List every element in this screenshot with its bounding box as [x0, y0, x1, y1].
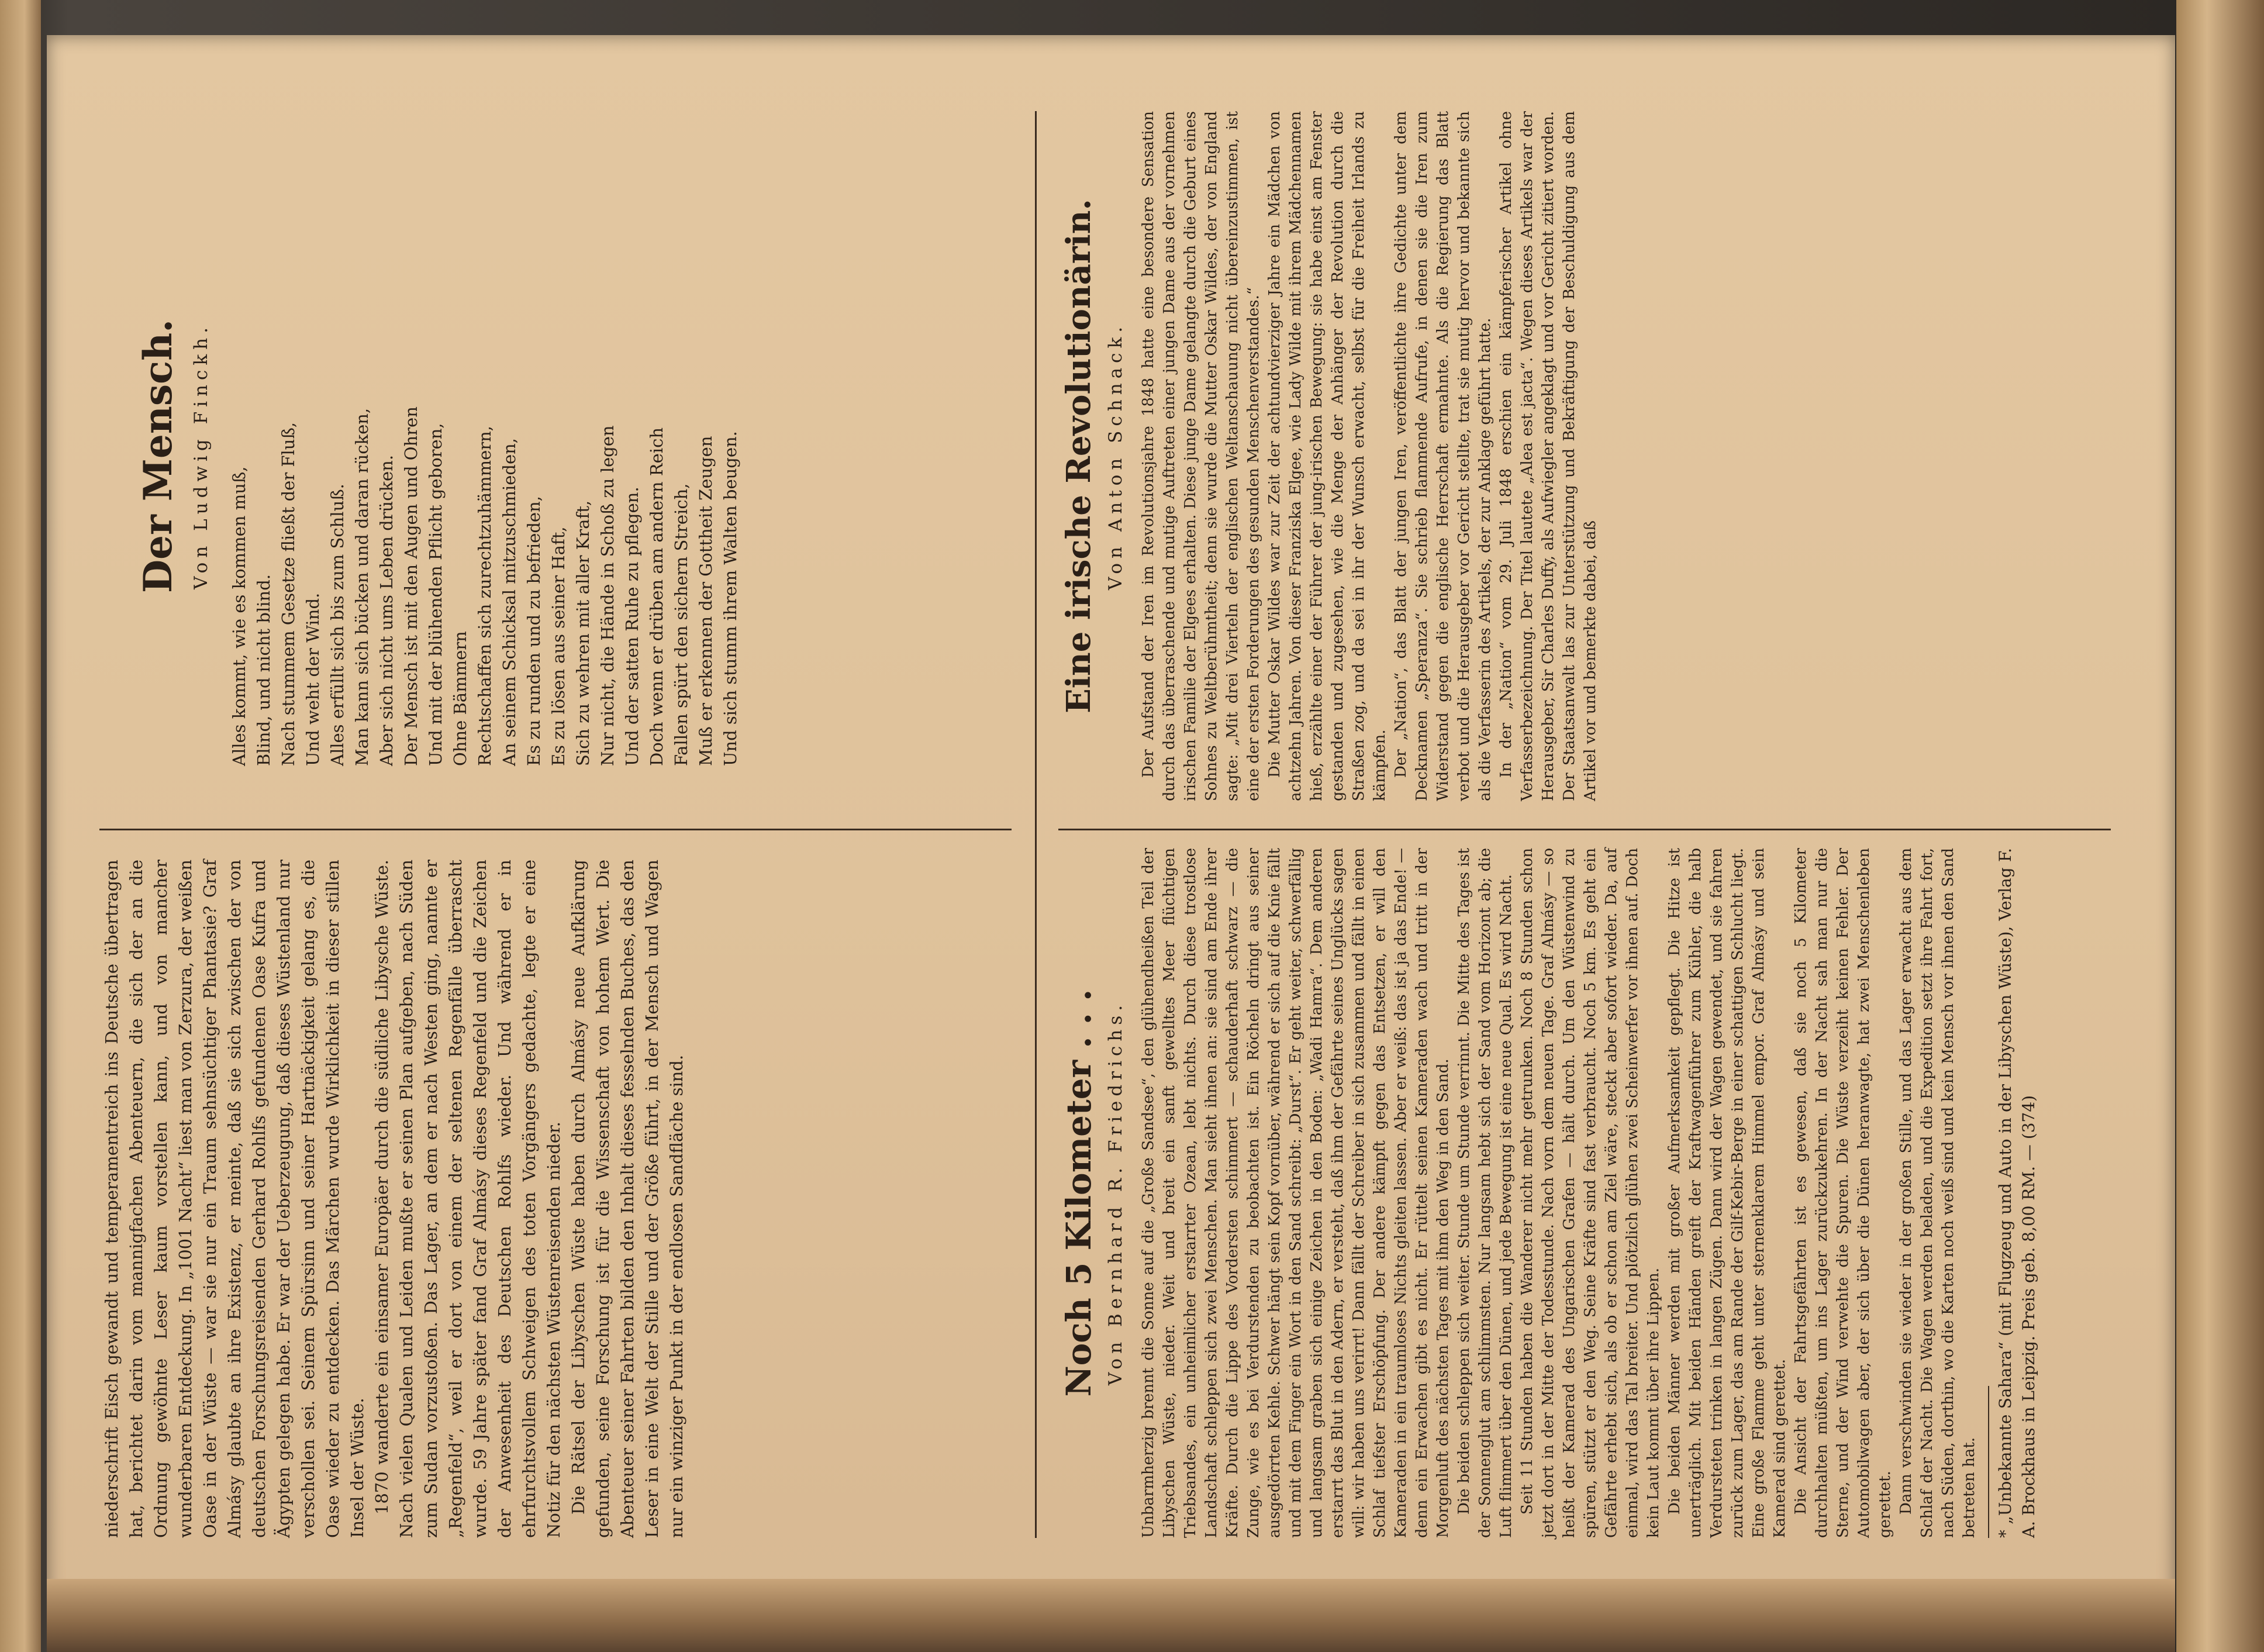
- story-paragraph-4: Die beiden Männer werden mit großer Aufmerksamkeit gepflegt. Die Hitze ist unerträglich. Mit beiden Händen greift der Kraftwagenführer zum Kühler, die halb Verdursteten trinken in langen Zügen. Dann wird der Wagen gewendet, und sie fahren zurück zum Lager, das am Rande der Gilf-Kebir-Berge in einer schattigen Schlucht liegt. Eine große Flamme geht unter sternenklarem Himmel empor. Graf Almásy und sein Kamerad sind gerettet.: [1666, 848, 1789, 1538]
- story-paragraph-1: Unbarmherzig brennt die Sonne auf die „Große Sandsee“, den glühendheißen Teil der Libyschen Wüste, nieder. Weit und breit ein sanft gewelltes Meer flüchtigen Triebsandes, ein unheimlicher erstarrter Ozean, lebt nichts. Durch diese trostlose Landschaft schleppen sich zwei Menschen. Man sieht ihnen an: sie sind am Ende ihrer Kräfte. Durch die Lippe des Vordersten schimmert — schauderhaft schwarz — die Zunge, wie es bei Verdurstenden zu beobachten ist. Ein Röcheln dringt aus seiner ausgedörrten Kehle. Schwer hängt sein Kopf vornüber, während er sich auf die Knie fällt und mit dem Finger ein Wort in den Sand schreibt: „Durst“. Er geht weiter, schwerfällig und langsam graben sich einige Zeichen in den Boden: „Wadi Hamra“. Dem anderen erstarrt das Blut in den Adern, er versteht, daß ihm der Gefährte seines Unglücks sagen will: wir haben uns verirrt! Dann fällt der Schreiber in sich zusammen und fällt in einen Schlaf tiefster Erschöpfung. Der andere kämpft gegen das Entsetzen, er will den Kameraden in ein traumloses Nichts gleiten lassen. Aber er weiß: das ist ja das Ende! — denn ein Erwachen gibt es nicht. Er rüttelt seinen Kameraden wach und tritt in der Morgenluft des nächsten Tages mit ihm den Weg in den Sand.: [1140, 848, 1452, 1538]
- poem-line: Aber sich nicht ums Leben drücken.: [377, 454, 396, 766]
- story-paragraph-3: Seit 11 Stunden haben die Wanderer nicht mehr getrunken. Noch 8 Stunden schon jetzt dort in der Mitte der Todesstunde. Nach vorn dem neuen Tage. Graf Almásy — so heißt der Kamerad des Ungarischen Grafen — hält durch. Um den Wüstenwind zu spüren, stützt er den Weg. Seine Kräfte sind fast verbraucht. Noch 5 km. Es geht ein Gefährte erhebt sich, als ob er schon am Ziel wäre, steckt aber sofort wieder. Da, auf einmal, wird das Tal breiter. Und plötzlich glühen zwei Scheinwerfer vor ihnen auf. Doch kein Laut kommt über ihre Lippen.: [1518, 848, 1662, 1538]
- article: [1058, 111, 1601, 801]
- article-byline: Von Anton Schnack.: [1105, 322, 1126, 591]
- poem-line: Rechtschaffen sich zurechtzuhämmern,: [475, 425, 495, 766]
- poem-lines: [227, 111, 743, 801]
- poem-line: Sich zu wehren mit aller Kraft,: [573, 500, 593, 766]
- poem-line: Fallen spürt den sichern Streich,: [671, 483, 691, 766]
- poem-line: An seinem Schicksal mitzuschmieden,: [499, 438, 519, 766]
- poem-line: Nach stummem Gesetze fließt der Fluß,: [278, 422, 298, 766]
- rotated-page-content: [47, 35, 2175, 1614]
- continued-article: [99, 860, 689, 1538]
- article-paragraph-4: In der „Nation“ vom 29. Juli 1848 erschien ein kämpferischer Artikel ohne Verfasserbezeichnung. Der Titel lautete „Alea est jacta“. Wegen dieses Artikels war der Herausgeber, Sir Charles Duffy, als Aufwiegler angeklagt und vor Gericht zitiert worden. Der Staatsanwalt las zur Unterstützung und Bekräftigung der Beschuldigung aus dem Artikel vor und bemerkte dabei, daß: [1497, 111, 1599, 801]
- poem-title: Der Mensch.: [135, 319, 181, 594]
- story: [1058, 848, 2041, 1538]
- article-title: Eine irische Revolutionärin.: [1059, 199, 1098, 713]
- article-paragraph-1: Der Aufstand der Iren im Revolutionsjahre 1848 hatte eine besondere Sensation durch das überraschende und mutige Auftreten einer jungen Dame aus der vornehmen irischen Familie der Elgees erhalten. Diese junge Dame gelangte durch die Geburt eines Sohnes zu Weltberühmtheit; denn sie wurde die Mutter Oskar Wildes, der von England sagte: „Mit drei Vierteln der englischen Weltanschauung nicht übereinzustimmen, ist eine der ersten Forderungen des gesunden Menschenverstandes.“: [1140, 111, 1262, 801]
- poem-line: Alles erfüllt sich bis zum Schluß.: [327, 484, 347, 766]
- poem-line: Und sich stumm ihrem Walten beugen.: [720, 431, 740, 766]
- poem-line: Es zu runden und zu befrieden,: [524, 496, 544, 766]
- continued-paragraph-1: niederschrift Eisch gewandt und temperamentreich ins Deutsche übertragen hat, berichtet darin vom mannigfachen Abenteuern, die sich der an die Ordnung gewöhnte Leser kaum vorstellen kann, und von mancher wunderbaren Entdeckung. In „1001 Nacht“ liest man von Zerzura, der weißen Oase in der Wüste — war sie nur ein Traum sehnsüchtiger Phantasie? Graf Almásy glaubte an ihre Existenz, er meinte, daß sie sich zwischen der von deutschen Forschungsreisenden Gerhard Rohlfs gefundenen Oase Kufra und Ägypten gelegen habe. Er war der Ueberzeugung, daß dieses Wüstenland nur verschollen sei. Seinem Spürsinn und seiner Hartnäckigkeit gelang es, die Oase wieder zu entdecken. Das Märchen wurde Wirklichkeit in dieser stillen Insel der Wüste.: [102, 860, 367, 1538]
- column-divider: [99, 829, 1012, 830]
- poem-line: Und weht der Wind.: [303, 592, 323, 766]
- poem-line: Der Mensch ist mit den Augen und Ohren: [401, 406, 421, 766]
- poem-line: Alles kommt, wie es kommen muß,: [229, 466, 249, 766]
- page-body: [99, 111, 2111, 1538]
- footnote-rule: [1988, 1386, 1989, 1538]
- newspaper-page: [47, 35, 2175, 1614]
- poem-line: Man kann sich bücken und daran rücken,: [352, 408, 372, 766]
- book-gutter: [47, 1579, 2175, 1652]
- previous-page-edge: [0, 0, 41, 1652]
- section-divider: [1035, 111, 1037, 1538]
- story-paragraph-2: Die beiden schleppen sich weiter. Stunde um Stunde verrinnt. Die Mitte des Tages ist der Sonnenglut am schlimmsten. Nur langsam hebt sich der Sand vom Horizont ab; die Luft flimmert über den Dünen, und jede Bewegung ist eine neue Qual. Es wird Nacht.: [1455, 848, 1515, 1538]
- continued-paragraph-3: Die Rätsel der Libyschen Wüste haben durch Almásy neue Aufklärung gefunden, seine Forschung ist für die Wissenschaft von hohem Wert. Die Abenteuer seiner Fahrten bilden den Inhalt dieses fesselnden Buches, das den Leser in eine Welt der Stille und der Größe führt, in der Mensch und Wagen nur ein winziger Punkt in der endlosen Sandfläche sind.: [568, 860, 686, 1538]
- story-byline: Von Bernhard R. Friedrichs.: [1105, 1000, 1126, 1386]
- article-paragraph-3: Der „Nation“, das Blatt der jungen Iren, veröffentlichte ihre Gedichte unter dem Decknamen „Speranza“. Sie schrieb flammende Aufrufe, in denen sie die Iren zum Widerstand gegen die englische Herrschaft ermahnte. Als die Regierung das Blatt verbot und die Herausgeber vor Gericht stellte, trat sie mutig hervor und bekannte sich als die Verfasserin des Artikels, der zur Anklage geführt hatte.: [1392, 111, 1494, 801]
- story-title: Noch 5 Kilometer . . .: [1059, 989, 1099, 1397]
- poem-line: Muß er erkennen der Gottheit Zeugen: [696, 436, 716, 766]
- story-footnote: * „Unbekannte Sahara“ (mit Flugzeug und Auto in der Libyschen Wüste), Verlag F. A. Brockhaus in Leipzig. Preis geb. 8,00 RM. — (374): [1996, 848, 2038, 1538]
- poem-line: Doch wenn er drüben am andern Reich: [647, 427, 667, 766]
- poem-line: Nur nicht, die Hände in Schoß zu legen: [598, 425, 617, 766]
- poem-line: Und der satten Ruhe zu pflegen.: [622, 487, 642, 766]
- poem: [134, 111, 743, 801]
- poem-byline: Von Ludwig Finckh.: [191, 323, 212, 589]
- continued-paragraph-2: 1870 wanderte ein einsamer Europäer durch die südliche Libysche Wüste. Nach vielen Qualen und Leiden mußte er seinen Plan aufgeben, nach Süden zum Sudan vorzustoßen. Das Lager, an dem er nach Westen ging, nannte er „Regenfeld“, weil er dort von einem der seltenen Regenfälle überrascht wurde. 59 Jahre später fand Graf Almásy dieses Regenfeld und die Zeichen der Anwesenheit des Deutschen Rohlfs wieder. Und während er in ehrfurchtsvollem Schweigen des toten Vorgängers gedachte, legte er eine Notiz für den nächsten Wüstenreisenden nieder.: [372, 860, 564, 1538]
- article-paragraph-2: Die Mutter Oskar Wildes war zur Zeit der achtundvierziger Jahre ein Mädchen von achtzehn Jahren. Von dieser Franziska Elgee, wie Lady Wilde mit ihrem Mädchennamen hieß, erzählte einer der Führer der jung-irischen Bewegung: sie habe einst am Fenster gestanden und zugesehen, wie die Menge der Anhänger der Revolution durch die Straßen zog, und da sei in ihr der Wunsch erwacht, selbst für die Freiheit Irlands zu kämpfen.: [1266, 111, 1389, 801]
- poem-line: Und mit der blühenden Pflicht geboren,: [426, 423, 446, 766]
- story-paragraph-5: Die Ansicht der Fahrtsgefährten ist es gewesen, daß sie noch 5 Kilometer durchhalten müßten, um ins Lager zurückzukehren. In der Nacht sah man nur die Sterne, und der Wind verwehte die Spuren. Die Wüste verzeiht keinen Fehler. Der Automobilwagen aber, der sich über die Dünen heranwagte, hat zwei Menschenleben gerettet.: [1792, 848, 1894, 1538]
- poem-line: Ohne Bämmern: [450, 631, 470, 766]
- column-divider-lower: [1058, 829, 2111, 830]
- poem-line: Blind, und nicht blind.: [254, 574, 274, 766]
- story-paragraph-6: Dann verschwinden sie wieder in der großen Stille, und das Lager erwacht aus dem Schlaf der Nacht. Die Wagen werden beladen, und die Expedition setzt ihre Fahrt fort, nach Süden, dorthin, wo die Karten noch weiß sind und kein Mensch vor ihnen den Sand betreten hat.: [1897, 848, 1978, 1538]
- next-page-edge: [2176, 0, 2264, 1652]
- poem-line: Es zu lösen aus seiner Haft,: [548, 526, 568, 766]
